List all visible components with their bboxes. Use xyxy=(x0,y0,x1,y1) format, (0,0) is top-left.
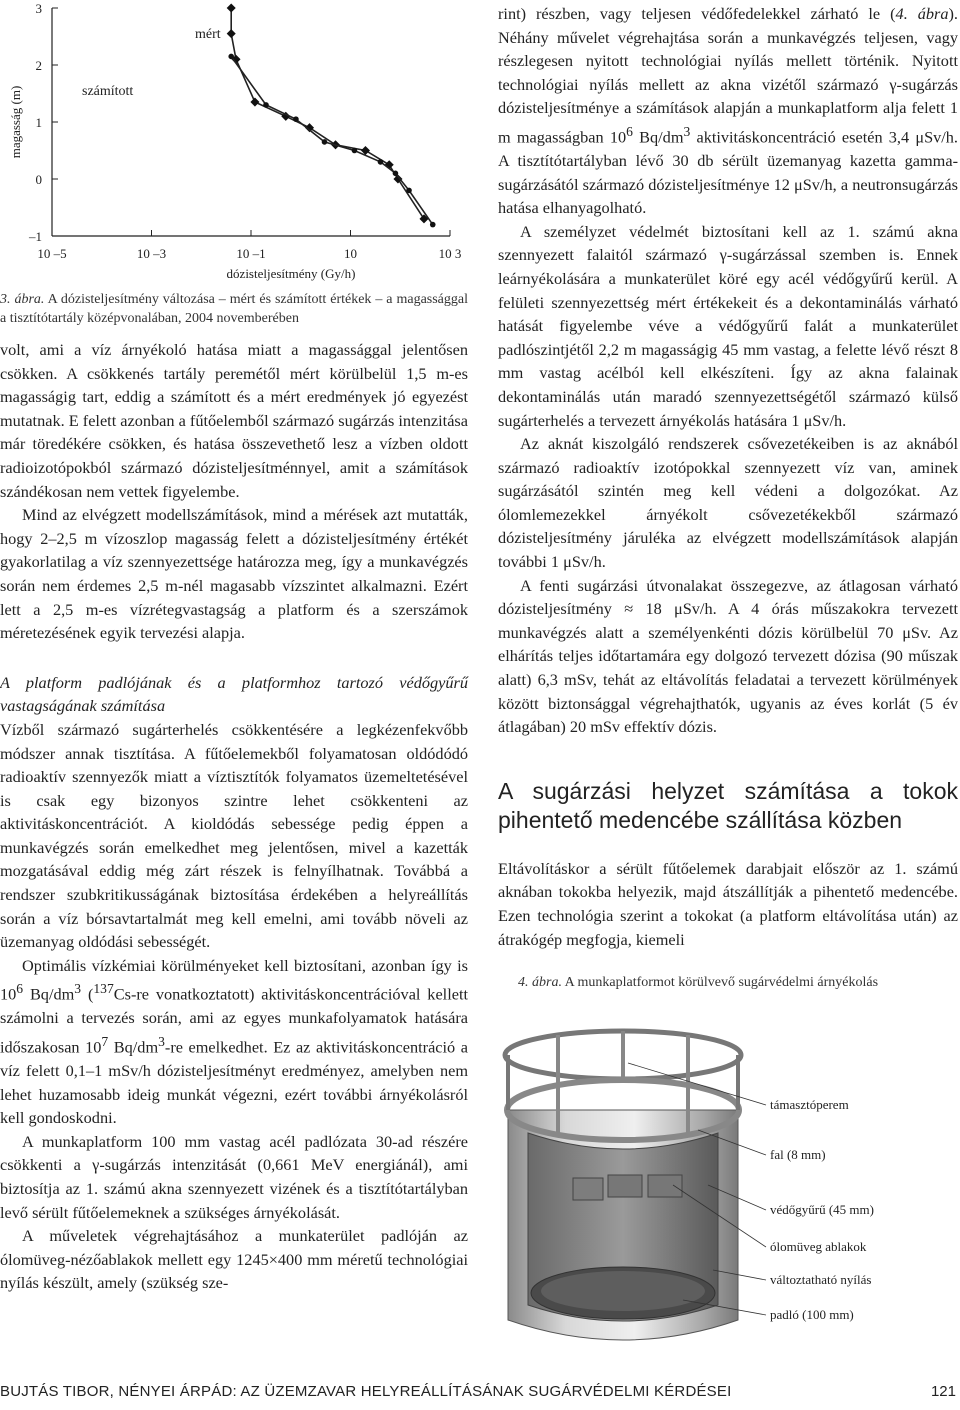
paragraph: A műveletek végrehajtásához a munkaterület padlóján az ólomüveg-nézőablakok mellett egy 1245×400 mm méretű technológiai nyílás készült, amely (szükség sze- xyxy=(0,1226,468,1293)
text-run: -re emelkedhet. Ez az aktivitáskoncentráció a víz felett 0,1–1 mSv/h dózisteljesítményt eredményez, amelyben nem lehet huzamosabb ideig munkát végezni, ezért további árnyékolásról kell gondoskodni. xyxy=(0,1037,468,1128)
x-tick-label: 10 xyxy=(344,246,357,261)
data-point xyxy=(293,116,299,122)
superscript: 3 xyxy=(683,123,691,139)
figure-4-number: 4. ábra. xyxy=(518,975,562,991)
x-axis-label: dózisteljesítmény (Gy/h) xyxy=(226,266,356,281)
data-point xyxy=(352,148,358,154)
series-1 xyxy=(228,54,435,228)
x-tick-label: 10 –3 xyxy=(136,246,167,261)
y-tick-label: 3 xyxy=(35,1,42,16)
chart-text xyxy=(8,1,461,281)
y-tick-label: 0 xyxy=(35,172,42,187)
figure-4-label: változtatható nyílás xyxy=(770,1272,872,1287)
data-point xyxy=(378,159,384,165)
y-tick-label: 2 xyxy=(35,58,42,73)
y-tick-label: –1 xyxy=(29,229,42,244)
y-axis-label: magasság (m) xyxy=(8,85,23,159)
y-tick-label: 1 xyxy=(35,115,42,130)
paragraph: Vízből származó sugárterhelés csökkentésére a legkézenfekvőbb módszer annak tisztítása. A fűtőelemekből folyamatosan oldódódó radioaktív szennyezők miatt a víztisztítók folyamatos üzemeltetésével is csak egy bizonyos szintre lehet csökkenteni az aktivitáskoncentrációt. A kioldódás sebessége pedig éppen a munkavégzés során emelkedhet meg jelentősen, mivel a kazetták mozgatásával eddig még zárt részek is felnyílhatnak. Továbbá a rendszer szubkritikusságának biztosítása érdekében a helyreállítás során a víz bórsavtartalmát meg kell emelni, ami tovább növeli az üzemanyag oldódási sebességét. xyxy=(0,719,468,952)
superscript: 137 xyxy=(93,981,114,997)
figure-4-caption xyxy=(498,973,958,992)
figure-3-number: 3. ábra. xyxy=(0,292,45,307)
figure-3-caption xyxy=(0,290,468,328)
x-tick-label: 10 –5 xyxy=(37,246,67,261)
paragraph: volt, ami a víz árnyékoló hatása miatt a magassággal jelentősen csökken. A csökkenés tartály peremétől mért körülbelül 1,5 m-es magasságig tart, eddig a számított és a mért eredmények jó egyezést mutatnak. E felett azonban a fűtőelemből származó sugárzás intenzitása már töredékére csökken, és hatása összevethető lesz a vízben oldott radioizotópokból származó dózisteljesítménnyel, amit a számítások szándékosan nem vettek figyelembe. xyxy=(0,340,468,501)
text-run: aktivitáskoncentráció esetén 3,4 μSv/h. A tisztítótartályban lévő 30 db sérült üzemanyag kazetta gamma-sugárzásától származó dózisteljesítménye 12 μSv/h, a neutronsugárzás hatása elhanyagolható. xyxy=(498,127,959,218)
text-run: rint) részben, vagy teljesen védőfedelekkel zárható le ( xyxy=(498,4,896,23)
text-run: Bq/dm xyxy=(632,127,684,147)
shield-illustration xyxy=(505,1031,741,1340)
figure-4-caption-text: A munkaplatformot körülvevő sugárvédelmi árnyékolás xyxy=(561,975,879,991)
shielding-figure xyxy=(498,1015,958,1350)
paragraph: A munkaplatform 100 mm vastag acél padlózata 30-ad részére csökkenti a γ-sugárzás intenzitását (0,661 MeV energiánál), ami biztosítja az 1. számú akna szennyezett vizének és a tisztítótartályban levő sérült fűtőelemeknek a szükséges árnyékolását. xyxy=(0,1131,468,1222)
footer-title: BUJTÁS TIBOR, NÉNYEI ÁRPÁD: AZ ÜZEMZAVAR HELYREÁLLÍTÁSÁNAK SUGÁRVÉDELMI KÉRDÉSEI xyxy=(0,1383,732,1400)
paragraph: Az aknát kiszolgáló rendszerek csővezetékeiben is az aknából származó radioaktív izotópokkal szennyezett víz van, aminek sugárzásától szintén meg kell védeni a dolgozókat. Az ólomlemezekkel árnyékolt csővezetékekből származó dózisteljesítmény járuléka az elvégzett modellszámítások alapján további 1 μSv/h. xyxy=(498,434,958,572)
paragraph: Mind az elvégzett modellszámítások, mind a mérések azt mutatták, hogy 2–2,5 m vízoszlop magasság felett a dózisteljesítmény értékét gyakorlatilag a víz szennyezettsége határozza meg, így a munkavégzés során nem érdemes 2,5 m-nél magasabb vízszintet alkalmazni. Ezért lett a 2,5 m-es vízrétegvastagság a platform és a szerszámok méretezésének egyik tervezési alapja. xyxy=(0,505,468,643)
data-point xyxy=(250,98,259,107)
dose-rate-chart xyxy=(0,0,470,285)
page-footer xyxy=(0,1383,960,1405)
data-point xyxy=(393,171,399,177)
data-point xyxy=(227,29,236,38)
series-line xyxy=(231,57,433,225)
figure-4-label: padló (100 mm) xyxy=(770,1307,854,1322)
text-run: Cs-re vonatkoztatott) aktivitáskoncentrációval kellett számolni a tervezés során, ami az egyes munkafolyamatok hatására időszakosan 10 xyxy=(0,984,468,1057)
figure-3-caption-text: A dózisteljesítmény változása – mért és számított értékek – a magassággal a tisztítótartály középvonalában, 2004 novemberében xyxy=(0,292,468,326)
text-run: ). Néhány művelet végrehajtása során a munkavégzés teljesen, vagy részlegesen nyitott technológiai nyílás mellett történik. Nyitott technológiai nyílás mellett az akna vizétől származó γ-sugárzás dózisteljesítménye a számítások alapján a munkaplatform alja felett 1 m magasságban 10 xyxy=(498,4,958,147)
superscript: 6 xyxy=(16,981,24,997)
chart-axes xyxy=(52,8,450,236)
series-line xyxy=(231,8,424,219)
left-column xyxy=(0,338,468,1295)
superscript: 3 xyxy=(158,1034,165,1050)
data-point xyxy=(406,188,412,194)
text-run: Bq/dm xyxy=(108,1037,159,1057)
data-point xyxy=(322,139,328,145)
x-tick-label: 10 3 xyxy=(438,246,462,261)
series-label-calculated: számított xyxy=(82,84,134,99)
figure-reference: 4. ábra xyxy=(895,4,949,23)
chart-series xyxy=(227,3,436,227)
paragraph xyxy=(498,2,958,220)
data-point xyxy=(430,222,436,228)
paragraph: Eltávolításkor a sérült fűtőelemek darabjait először az 1. számú aknában tokokba helyezik, majd átszállítják a pihentető medencébe. Ezen technológia szerint a tokokat (a platform eltávolítása után) az átrakógép megfogja, kiemeli xyxy=(498,858,958,949)
right-column xyxy=(498,2,958,992)
section-heading: A platform padlójának és a platformhoz tartozó védőgyűrű vastagságának számítása xyxy=(0,672,468,716)
text-run: Bq/dm xyxy=(23,984,75,1004)
figure-4-label: ólomüveg ablakok xyxy=(770,1239,867,1254)
figure-4-label: fal (8 mm) xyxy=(770,1147,826,1162)
page-number: 121 xyxy=(930,1383,956,1400)
x-tick-label: 10 –1 xyxy=(236,246,266,261)
paragraph: A fenti sugárzási útvonalakat összegezve, az átlagosan várható dózisteljesítmény ≈ 18 μSv/h. A 4 órás műszakokra tervezett munkavégzés alatt a személyenkénti dózis körülbelül 70 μSv. Az elhárítás teljes időtartamára egy dolgozó tervezett dózisa (90 műszak alatt) 6,3 mSv, tehát az eltávolítás feladatai a tervezett körülmények között biztonsággal végrehajthatók, ugyanis az éves korlát (5 év átlagában) 20 mSv effektív dózis. xyxy=(498,575,958,737)
series-label-measured: mért xyxy=(195,27,221,42)
figure-4-label: támasztóperem xyxy=(770,1097,849,1112)
series-0 xyxy=(227,3,429,223)
data-point xyxy=(228,54,234,60)
text-run: Optimális vízkémiai körülményeket kell biztosítani, azonban így is 10 xyxy=(0,955,468,1004)
superscript: 6 xyxy=(626,123,633,139)
leader-line xyxy=(628,1063,766,1105)
paragraph xyxy=(0,954,468,1130)
section-title: A sugárzási helyzet számítása a tokok pihentető medencébe szállítása közben xyxy=(498,777,958,833)
figure-4-label: védőgyűrű (45 mm) xyxy=(770,1202,874,1217)
paragraph: A személyzet védelmét biztosítani kell az 1. számú akna szennyezett falaitól származó γ-sugárzással szemben is. Ennek leárnyékolására a munkaterület köré egy acél védőgyűrű kerül. A felületi szennyezettség mért értékekeit és a dekontaminálás várható hatását figyelembe véve a védőgyűrű falát a munkaterület padlószintjétől 2,2 m magasságig 45 mm vastag, a felette lévő részt 8 mm vastag acélból kell elkészíteni. Így az akna falainak dekontaminálás után maradó szennyezettségétől származó külső sugárterhelés a tervezett árnyékolás hatására 1 μSv/h. xyxy=(498,221,958,430)
text-run: ( xyxy=(81,984,94,1004)
data-point xyxy=(227,3,236,12)
superscript: 7 xyxy=(101,1034,109,1050)
data-point xyxy=(263,102,269,108)
superscript: 3 xyxy=(74,981,82,997)
